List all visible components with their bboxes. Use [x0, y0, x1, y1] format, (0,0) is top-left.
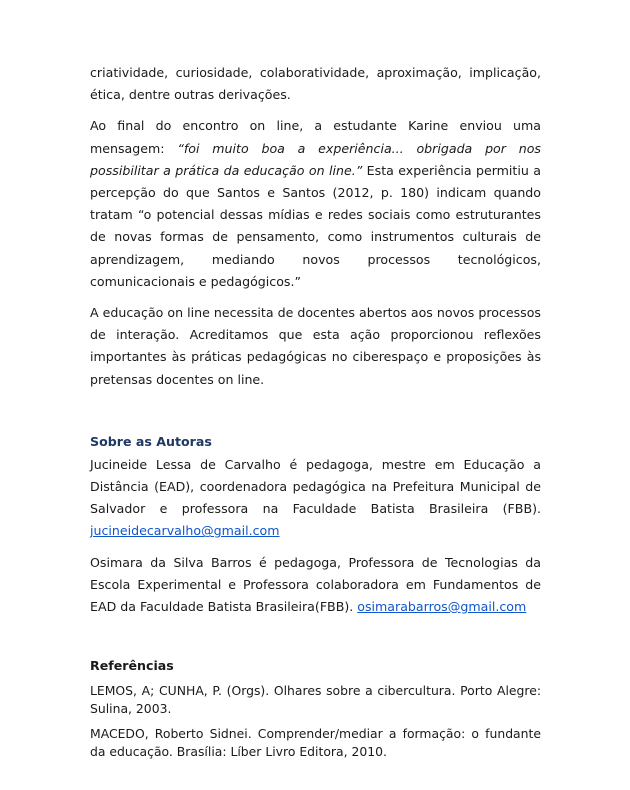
paragraph-karine-message	[90, 115, 541, 293]
author-bio-jucineide-text: Jucineide Lessa de Carvalho é pedagoga, mestre em Educação a Distância (EAD), coordenadora pedagógica na Prefeitura Municipal de Salvador e professora na Faculdade Batista Brasileira (FBB).	[90, 456, 541, 517]
email-link-jucineide[interactable]: jucineidecarvalho@gmail.com	[90, 523, 280, 539]
email-link-osimara[interactable]: osimarabarros@gmail.com	[357, 599, 527, 615]
paragraph-karine-rest: Esta experiência permitiu a percepção do que Santos e Santos (2012, p. 180) indicam quando tratam “o potencial dessas mídias e redes sociais como estruturantes de novas formas de pensamento, como instrumentos culturais de aprendizagem, mediando novos processos tecnológicos, comunicacionais e pedagógicos.”	[90, 162, 541, 289]
references-heading: Referências	[90, 658, 174, 674]
paragraph-karine-lead: Ao final do encontro on line, a estudante Karine enviou uma mensagem:	[90, 118, 541, 156]
reference-item: MACEDO, Roberto Sidnei. Comprender/mediar a formação: o fundante da educação. Brasília: Líber Livro Editora, 2010.	[90, 726, 541, 759]
paragraph-derivations: criatividade, curiosidade, colaboratividade, aproximação, implicação, ética, dentre outras derivações.	[90, 65, 541, 103]
section-spacer	[90, 391, 541, 431]
authors-heading: Sobre as Autoras	[90, 433, 212, 449]
karine-quote: “foi muito boa a experiência... obrigada por nos possibilitar a prática da educação on line.”	[90, 140, 541, 178]
reference-item: LEMOS, A; CUNHA, P. (Orgs). Olhares sobre a cibercultura. Porto Alegre: Sulina, 2003.	[90, 683, 541, 716]
paragraph-online-education: A educação on line necessita de docentes abertos aos novos processos de interação. Acreditamos que esta ação proporcionou reflexões importantes às práticas pedagógicas no ciberespaço e proposições às pretensas docentes on line.	[90, 305, 541, 387]
section-spacer	[90, 618, 541, 655]
document-page	[90, 62, 541, 760]
author-bio-jucineide	[90, 454, 541, 543]
author-bio-osimara	[90, 552, 541, 619]
author-bio-osimara-text: Osimara da Silva Barros é pedagoga, Professora de Tecnologias da Escola Experimental e Professora colaboradora em Fundamentos de EAD da Faculdade Batista Brasileira(FBB).	[90, 554, 541, 615]
